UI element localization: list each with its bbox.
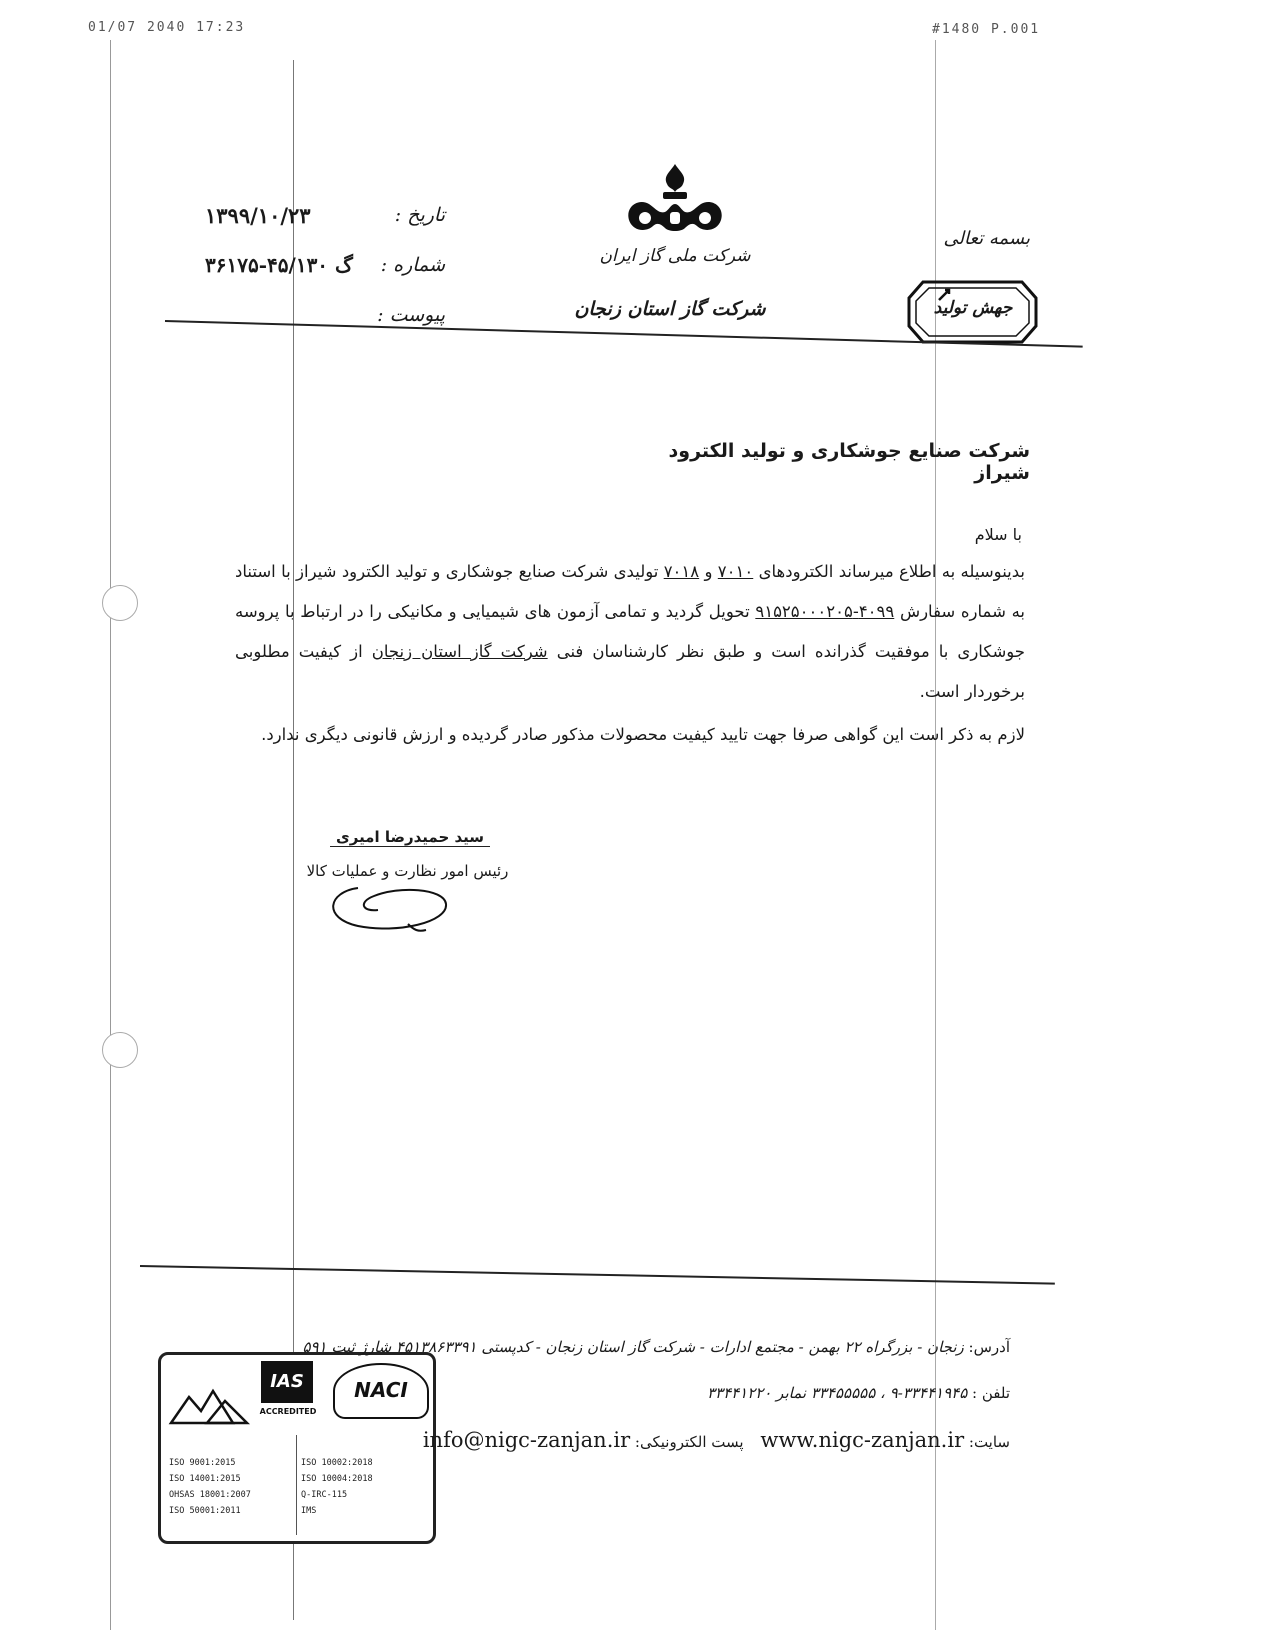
company-logo [615, 162, 735, 240]
scan-fold-line-left [110, 40, 111, 1630]
handwritten-signature [318, 878, 468, 938]
fax-datetime: 01/07 2040 17:23 [88, 20, 246, 35]
signatory-name: سید حمیدرضا امیری [330, 828, 490, 847]
phone-label: تلفن : [972, 1384, 1010, 1402]
date-value: ۱۳۹۹/۱۰/۲۳ [205, 202, 311, 228]
certification-separator [296, 1435, 297, 1535]
letter-meta [205, 190, 445, 340]
certification-list-right: ISO 10002:2018 ISO 10004:2018 Q-IRC-115 IMS [301, 1458, 373, 1516]
address-value: زنجان - بزرگراه ۲۲ بهمن - مجتمع ادارات - شرکت گاز استان زنجان - کدپستی ۴۵۱۳۸۶۳۳۹۱ شارژ ثبت ۵۹۱ [302, 1338, 964, 1356]
attachment-label: پیوست : [377, 304, 445, 326]
footer-phones [707, 1384, 1010, 1402]
address-label: آدرس: [968, 1338, 1010, 1356]
certification-list-left: ISO 9001:2015 ISO 14001:2015 OHSAS 18001:2007 ISO 50001:2011 [169, 1458, 251, 1516]
parent-company-name: شرکت ملی گاز ایران [599, 246, 751, 266]
punch-hole-top [102, 585, 138, 621]
letter-body-paragraph-1: بدینوسیله به اطلاع میرساند الکترودهای ۷۰۱۰ و ۷۰۱۸ تولیدی شرکت صنایع جوشکاری و تولید الکترود شیراز با استناد به شماره سفارش ۴۰۹۹-۹۱۵۲۵۰۰۰۲۰۵ تحویل گردید و تمامی آزمون های شیمیایی و مکانیکی را در ارتباط با پروسه جوشکاری با موفقیت گذرانده است و طبق نظر کارشناسان فنی شرکت گاز استان زنجان از کیفیت مطلوبی برخوردار است. [235, 562, 1026, 701]
email-link[interactable]: info@nigc-zanjan.ir [422, 1428, 631, 1452]
accredited-label: ACCREDITED [259, 1407, 317, 1416]
footer-web [423, 1428, 1010, 1452]
footer-address [302, 1338, 1010, 1356]
issuing-organization: شرکت گاز استان زنجان [371, 642, 548, 661]
recipient: شرکت صنایع جوشکاری و تولید الکترود شیراز [668, 440, 1030, 484]
punch-hole-bottom [102, 1032, 138, 1068]
certification-badges [158, 1352, 436, 1544]
company-name: شرکت گاز استان زنجان [574, 298, 766, 320]
email-label: پست الکترونیکی: [634, 1433, 744, 1451]
greeting: با سلام [974, 525, 1022, 544]
phone-values: ۳۳۴۴۱۹۴۵-۹ ، ۳۳۴۵۵۵۵۵ نمابر ۳۳۴۴۱۲۲۰ [706, 1384, 968, 1402]
signatory-title: رئیس امور نظارت و عملیات کالا [306, 862, 509, 880]
electrode-code-1: ۷۰۱۰ [717, 562, 754, 581]
number-value: گ ۴۵/۱۳۰-۳۶۱۷۵ [205, 253, 353, 277]
number-label: شماره : [380, 254, 445, 276]
invocation: بسمه تعالی [943, 228, 1030, 249]
website-link[interactable]: www.nigc-zanjan.ir [760, 1428, 965, 1452]
production-leap-stamp [905, 278, 1040, 346]
fax-page-ref: #1480 P.001 [932, 22, 1041, 37]
naci-logo: NACI [333, 1363, 429, 1419]
footer-rule [140, 1265, 1055, 1285]
certification-mountain-icon [167, 1383, 251, 1427]
electrode-code-2: ۷۰۱۸ [663, 562, 700, 581]
order-number: ۴۰۹۹-۹۱۵۲۵۰۰۰۲۰۵ [755, 602, 895, 621]
ias-logo: IAS [261, 1361, 313, 1403]
stamp-text: جهش تولید [933, 298, 1013, 318]
letter-body-paragraph-2: لازم به ذکر است این گواهی صرفا جهت تایید کیفیت محصولات مذکور صادر گردیده و ارزش قانونی دیگری ندارد. [261, 725, 1025, 744]
date-label: تاریخ : [394, 204, 445, 226]
website-label: سایت: [968, 1433, 1010, 1451]
